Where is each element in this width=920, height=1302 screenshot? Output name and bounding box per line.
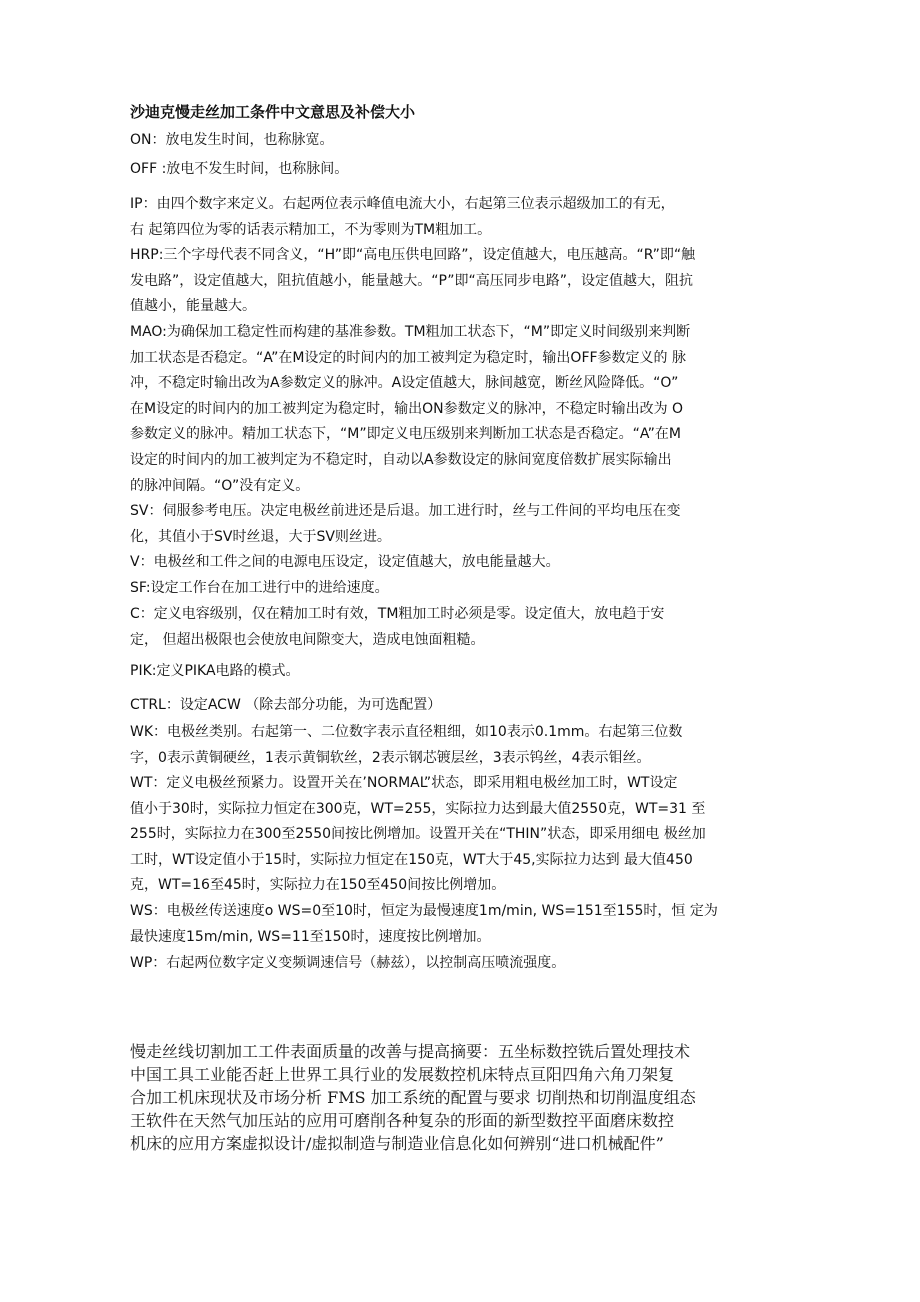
summary-line: 机床的应用方案虚拟设计/虚拟制造与制造业信息化如何辨别“进口机械配件” <box>130 1134 664 1153</box>
text-line: WP：右起两位数字定义变频调速信号（赫兹），以控制高压喷流强度。 <box>130 955 566 971</box>
text-line: 在M设定的时间内的加工被判定为稳定时，输出ON参数定义的脉冲，不稳定时输出改为 O <box>130 400 684 417</box>
text-line: 克，WT=16至45时，实际拉力在150至450间按比例增加。 <box>130 877 506 894</box>
text-line: 的脉冲间隔。“O”没有定义。 <box>130 477 310 494</box>
paragraph-v <box>130 550 790 576</box>
paragraph-pik <box>130 659 790 685</box>
text-line: HRP:三个字母代表不同含义，“H”即“高电压供电回路”，设定值越大，电压越高。“R”即“触 <box>130 247 696 263</box>
text-line: PIK:定义PIKA电路的模式。 <box>130 663 300 679</box>
document-title: 沙迪克慢走丝加工条件中文意思及补偿大小 <box>130 103 416 121</box>
related-articles-summary <box>130 1040 810 1155</box>
paragraph-ip <box>130 192 790 243</box>
paragraph-sf <box>130 576 790 602</box>
paragraph-sv <box>130 499 790 550</box>
summary-line: 王软件在天然气加压站的应用可磨削各种复杂的形面的新型数控平面磨床数控 <box>130 1111 675 1130</box>
text-line: C：定义电容级别，仅在精加工时有效，TM粗加工时必须是零。设定值大，放电趋于安 <box>130 606 665 622</box>
text-line: 工时，WT设定值小于15时，实际拉力恒定在150克，WT大于45,实际拉力达到 最大值450 <box>130 851 693 868</box>
text-line: 发电路”，设定值越大，阻抗值越小，能量越大。“P”即“高压同步电路”，设定值越大，阻抗 <box>130 272 693 289</box>
text-line: 值小于30时，实际拉力恒定在300克，WT=255，实际拉力达到最大值2550克，WT=31 至 <box>130 800 706 817</box>
paragraph-off <box>130 157 790 183</box>
text-line: 255时，实际拉力在300至2550间按比例增加。设置开关在“THIN”状态，即采用细电 极丝加 <box>130 826 706 843</box>
text-line: 最快速度15m/min, WS=11至150时，速度按比例增加。 <box>130 928 491 945</box>
text-line: 加工状态是否稳定。“A”在M设定的时间内的加工被判定为稳定时，输出OFF参数定义的 脉 <box>130 349 687 366</box>
summary-line: 中国工具工业能否赶上世界工具行业的发展数控机床特点亘阳四角六角刀架复 <box>130 1065 675 1084</box>
text-line: ON：放电发生时间，也称脉宽。 <box>130 132 334 148</box>
summary-line: 慢走丝线切割加工工件表面质量的改善与提高摘要：五坐标数控铣后置处理技术 <box>130 1042 691 1061</box>
text-line: 值越小，能量越大。 <box>130 298 256 315</box>
text-line: CTRL：设定ACW （除去部分功能，为可选配置） <box>130 697 442 713</box>
text-line: WT：定义电极丝预紧力。设置开关在’NORMAL”状态，即采用粗电极丝加工时，WT设定 <box>130 775 678 791</box>
text-line: V：电极丝和工件之间的电源电压设定，设定值越大，放电能量越大。 <box>130 554 560 570</box>
text-line: SV：伺服参考电压。决定电极丝前进还是后退。加工进行时，丝与工件间的平均电压在变 <box>130 503 681 519</box>
text-line: OFF :放电不发生时间，也称脉间。 <box>130 161 349 177</box>
text-line: WS：电极丝传送速度o WS=0至10时，恒定为最慢速度1m/min, WS=151至155时，恒 定为 <box>130 903 718 919</box>
paragraph-hrp <box>130 243 790 320</box>
text-line: 设定的时间内的加工被判定为不稳定时，自动以A参数设定的脉间宽度倍数扩展实际输出 <box>130 451 672 468</box>
text-line: SF:设定工作台在加工进行中的进给速度。 <box>130 580 389 596</box>
text-line: 右 起第四位为零的话表示精加工，不为零则为TM粗加工。 <box>130 221 492 238</box>
paragraph-mao <box>130 320 790 499</box>
paragraph-wk <box>130 720 790 771</box>
paragraph-ctrl <box>130 693 790 719</box>
text-line: 参数定义的脉冲。精加工状态下，“M”即定义电压级别来判断加工状态是否稳定。“A”在M <box>130 426 682 443</box>
text-line: IP：由四个数字来定义。右起两位表示峰值电流大小，右起第三位表示超级加工的有无， <box>130 196 675 212</box>
paragraph-ws <box>130 899 790 950</box>
paragraph-c <box>130 602 790 653</box>
paragraph-on <box>130 128 790 154</box>
paragraph-wp <box>130 951 790 977</box>
text-line: 冲，不稳定时输出改为A参数定义的脉冲。A设定值越大，脉间越宽，断丝风险降低。“O” <box>130 375 679 392</box>
paragraph-wt <box>130 771 790 899</box>
text-line: 定， 但超出极限也会使放电间隙变大，造成电蚀面粗糙。 <box>130 631 485 648</box>
text-line: WK：电极丝类别。右起第一、二位数字表示直径粗细，如10表示0.1mm。右起第三位数 <box>130 724 683 740</box>
summary-line: 合加工机床现状及市场分析 FMS 加工系统的配置与要求 切削热和切削温度组态 <box>130 1088 696 1107</box>
text-line: 化，其值小于SV时丝退，大于SV则丝进。 <box>130 528 391 545</box>
text-line: 字，0表示黄铜硬丝，1表示黄铜软丝，2表示钢芯镀层丝，3表示钨丝，4表示钼丝。 <box>130 749 651 766</box>
text-line: MAO:为确保加工稳定性而构建的基准参数。TM粗加工状态下，“M”即定义时间级别来判断 <box>130 324 691 340</box>
